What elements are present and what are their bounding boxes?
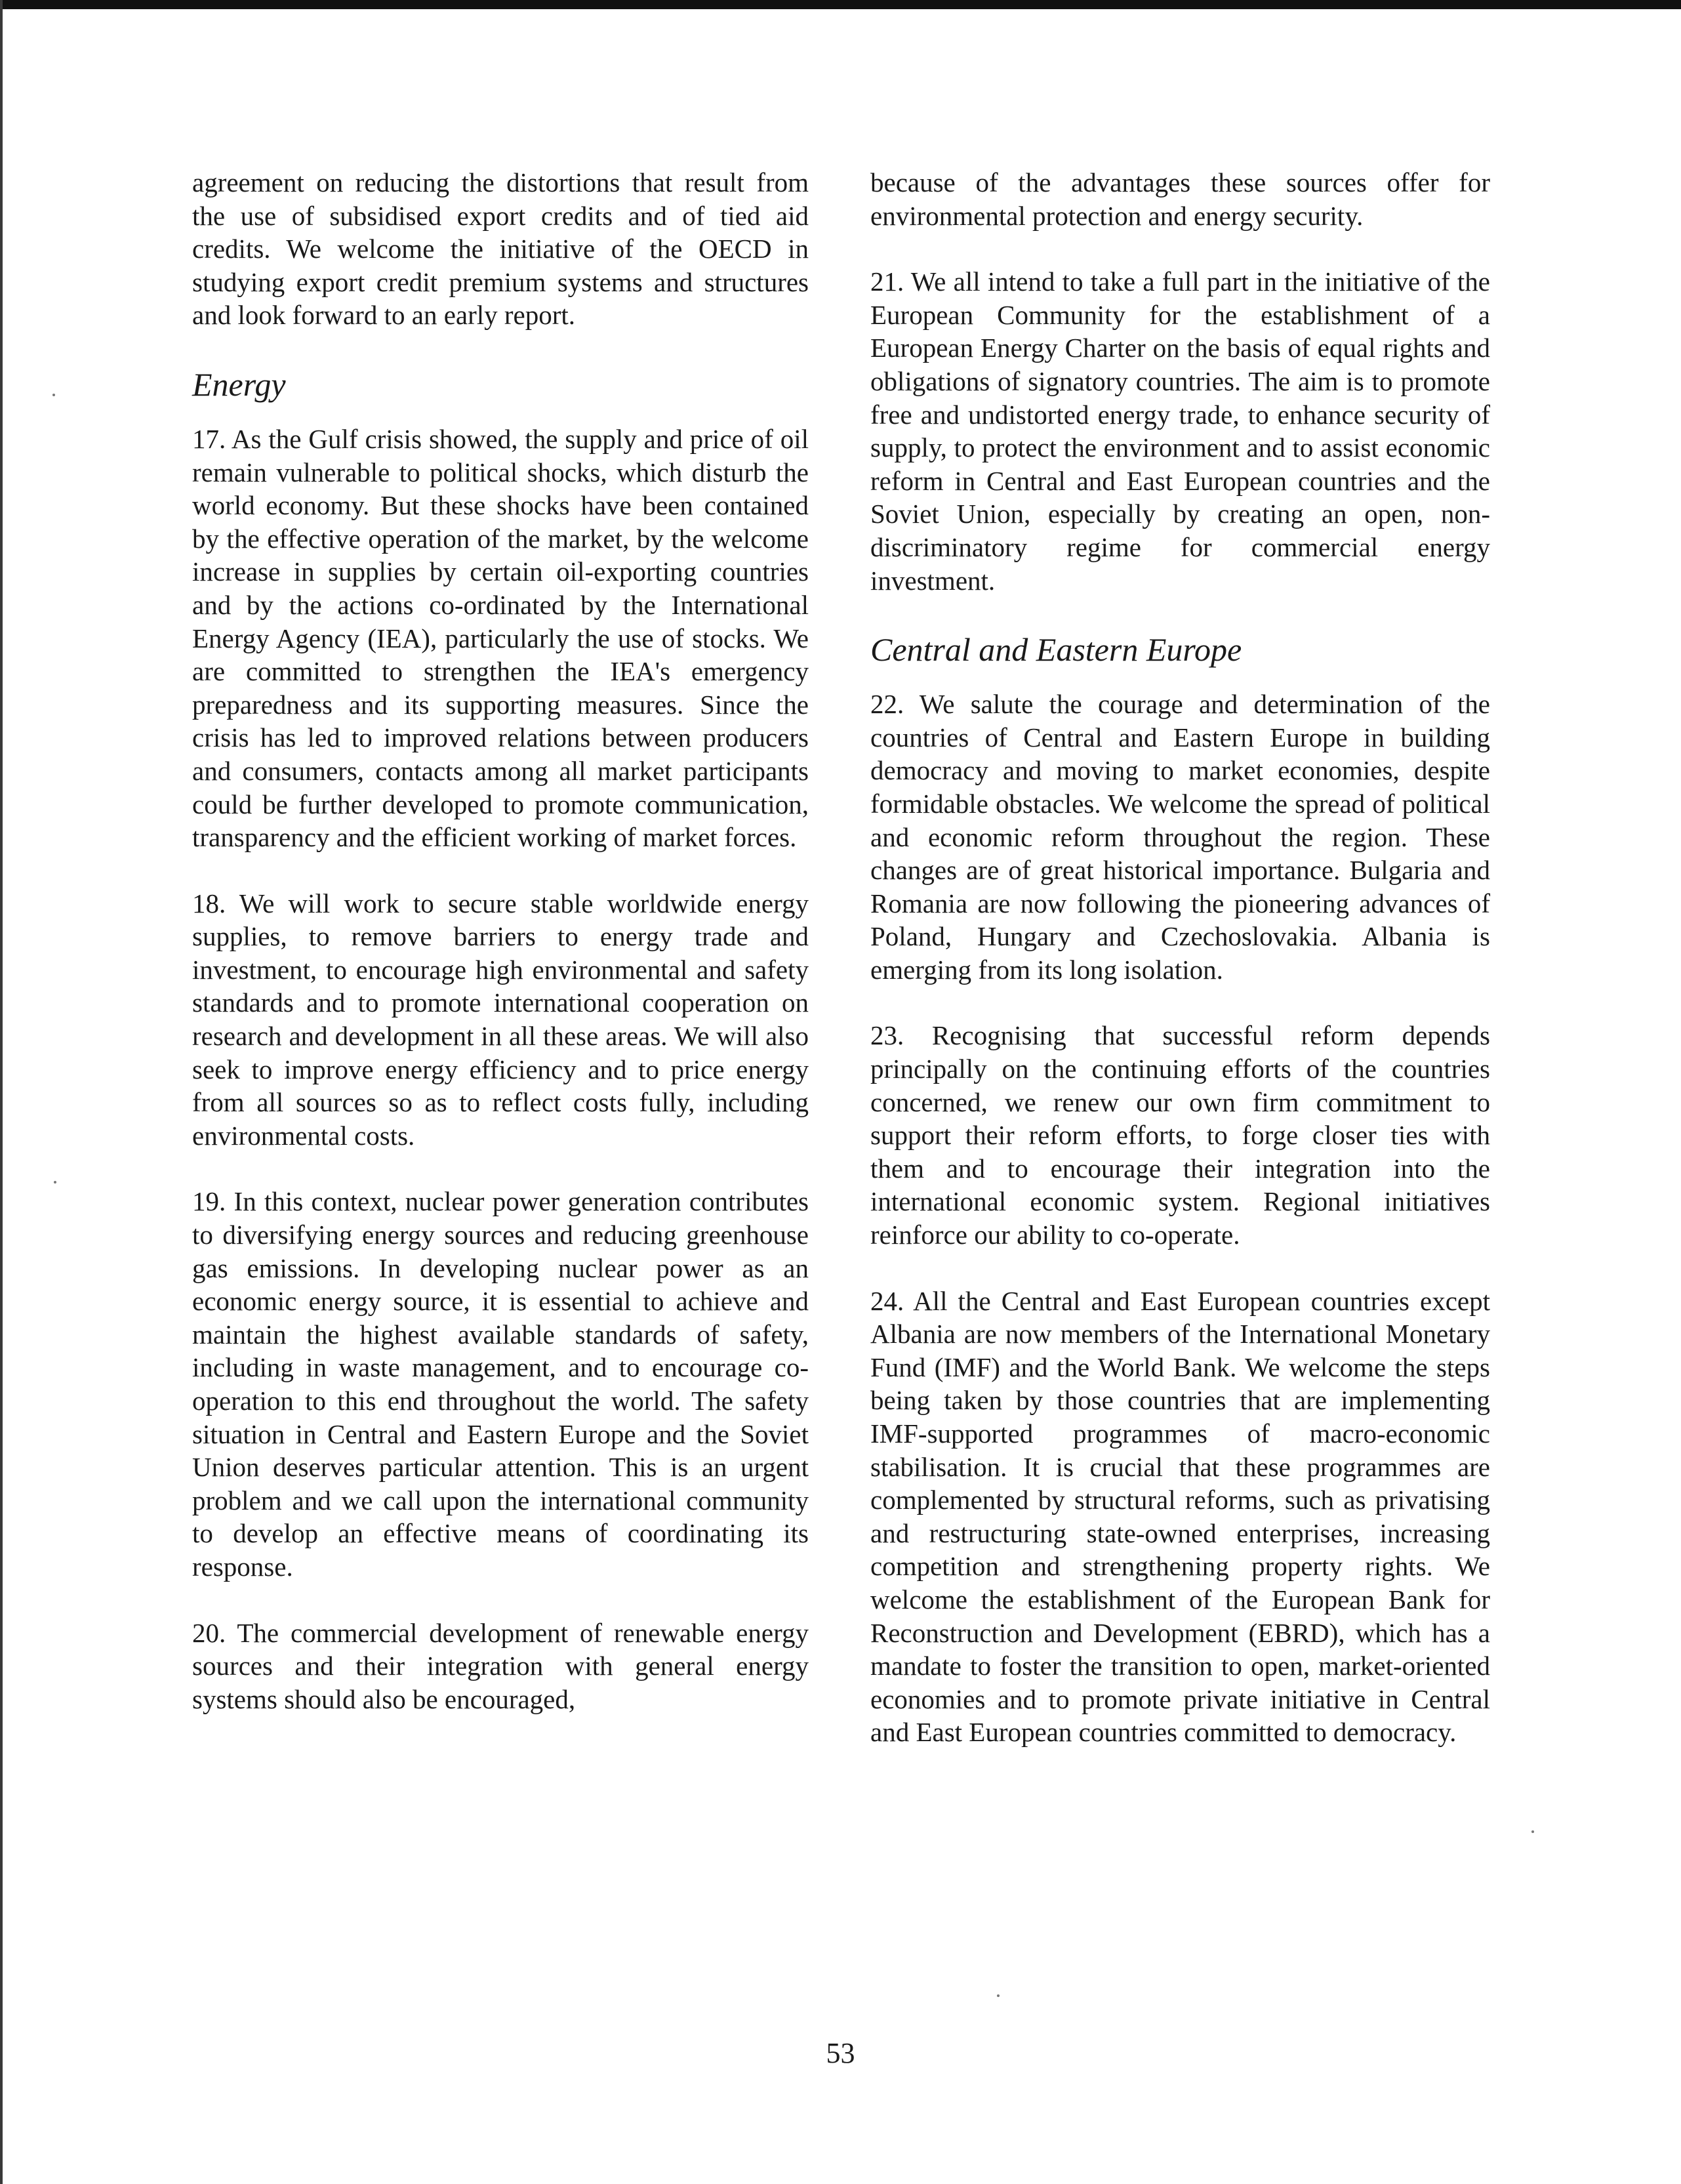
scan-speck <box>997 1994 1000 1997</box>
right-column <box>870 166 1490 1782</box>
paragraph-17: 17. As the Gulf crisis showed, the supply and price of oil remain vulnerable to political shocks, which disturb the world economy. But these shocks have been contained by the effective operation of the market, by the welcome increase in supplies by certain oil-exporting countries and by the actions co-ordinated by the International Energy Agency (IEA), particularly the use of stocks. We are committed to strengthen the IEA's emergency preparedness and its supporting measures. Since the crisis has led to improved relations between producers and consumers, contacts among all market participants could be further developed to promote communication, transparency and the efficient working of market forces. <box>192 423 809 853</box>
paragraph-20-continued: because of the advantages these sources offer for environmental protection and energy security. <box>870 167 1490 231</box>
section-heading-central-eastern-europe: Central and Eastern Europe <box>870 631 1242 669</box>
paragraph-19: 19. In this context, nuclear power generation contributes to diversifying energy sources and reducing greenhouse gas emissions. In developing nuclear power as an economic energy source, it is essential to achieve and maintain the highest available standards of safety, including in waste management, and to encourage co-operation to this end throughout the world. The safety situation in Central and Eastern Europe and the Soviet Union deserves particular attention. This is an urgent problem and we call upon the international community to develop an effective means of coordinating its response. <box>192 1186 809 1582</box>
scan-top-border <box>0 0 1681 9</box>
paragraph-21: 21. We all intend to take a full part in the initiative of the European Community for the establishment of a European Energy Charter on the basis of equal rights and obligations of signatory countries. The aim is to promote free and undistorted energy trade, to enhance security of supply, to protect the environment and to assist economic reform in Central and East European countries and the Soviet Union, especially by creating an open, non-discriminatory regime for commercial energy investment. <box>870 266 1490 596</box>
scan-speck <box>1531 1830 1534 1833</box>
left-column <box>192 166 809 1748</box>
paragraph-23: 23. Recognising that successful reform depends principally on the continuing efforts of the countries concerned, we renew our own firm commitment to support their reform efforts, to forge closer ties with them and to encourage their integration into the international economic system. Regional initiatives reinforce our ability to co-operate. <box>870 1020 1490 1250</box>
page-number: 53 <box>826 2037 855 2069</box>
scan-speck <box>52 394 55 396</box>
scan-left-border <box>0 0 3 2184</box>
paragraph-22: 22. We salute the courage and determination of the countries of Central and Eastern Europe in building democracy and moving to market economies, despite formidable obstacles. We welcome the spread of political and economic reform throughout the region. These changes are of great historical importance. Bulgaria and Romania are now following the pioneering advances of Poland, Hungary and Czechoslovakia. Albania is emerging from its long isolation. <box>870 689 1490 985</box>
scan-speck <box>54 1181 56 1184</box>
paragraph-24: 24. All the Central and East European countries except Albania are now members of the International Monetary Fund (IMF) and the World Bank. We welcome the steps being taken by those countries that are implementing IMF-supported programmes of macro-economic stabilisation. It is crucial that these programmes are complemented by structural reforms, such as privatising and restructuring state-owned enterprises, increasing competition and strengthening property rights. We welcome the establishment of the European Bank for Reconstruction and Development (EBRD), which has a mandate to foster the transition to open, market-oriented economies and to promote private initiative in Central and East European countries committed to democracy. <box>870 1285 1490 1748</box>
paragraph-20: 20. The commercial development of renewable energy sources and their integration with general energy systems should also be encouraged, <box>192 1617 809 1714</box>
paragraph-continued: agreement on reducing the distortions that result from the use of subsidised export credits and of tied aid credits. We welcome the initiative of the OECD in studying export credit premium systems and structures and look forward to an early report. <box>192 167 809 331</box>
section-heading-energy: Energy <box>192 365 286 403</box>
paragraph-18: 18. We will work to secure stable worldwide energy supplies, to remove barriers to energy trade and investment, to encourage high environmental and safety standards and to promote international cooperation on research and development in all these areas. We will also seek to improve energy efficiency and to price energy from all sources so as to reflect costs fully, including environmental costs. <box>192 888 809 1151</box>
